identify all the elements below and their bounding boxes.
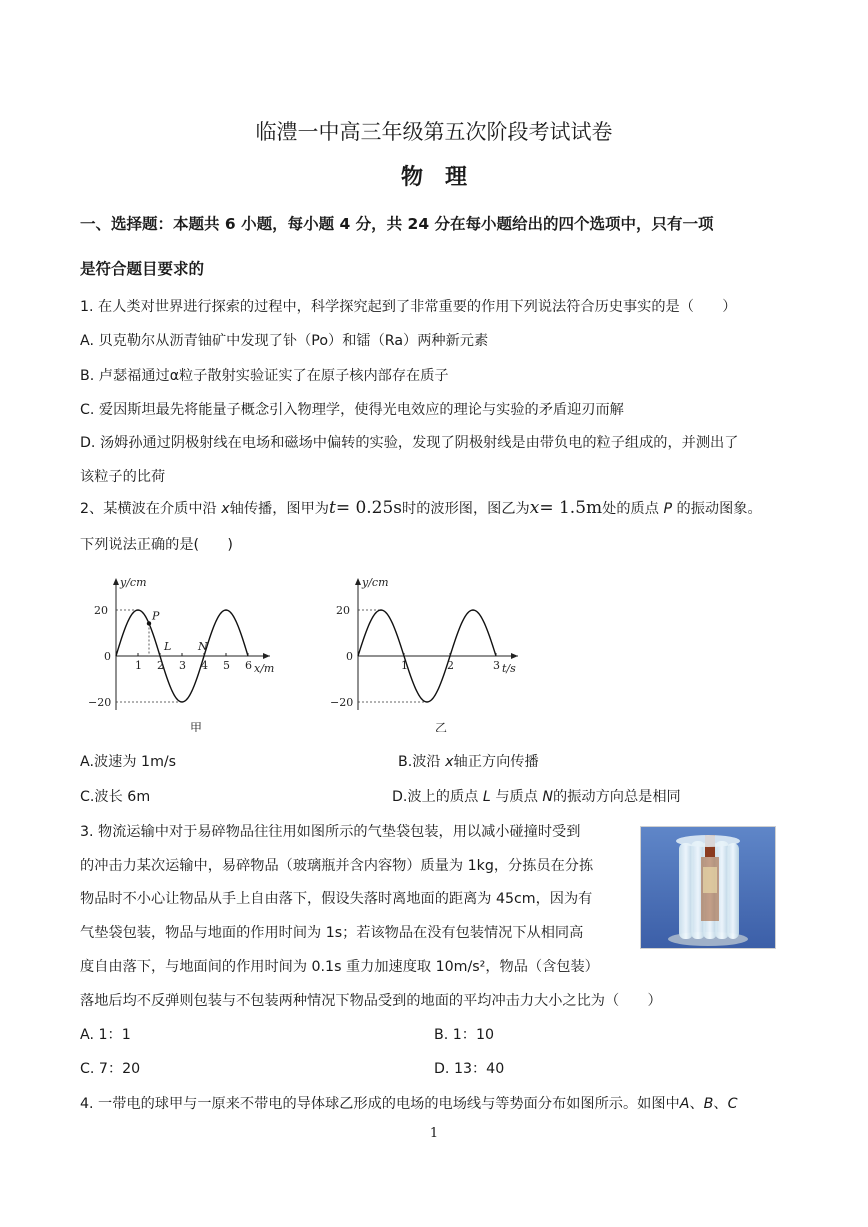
- q2-stem: [80, 498, 762, 518]
- q2-var-P: P: [663, 501, 672, 517]
- q2-d-text: D.波上的质点: [392, 789, 479, 805]
- q4-sep: 、: [689, 1096, 704, 1112]
- q2-text: 轴传播，图甲为: [229, 501, 329, 517]
- q3-option-a: A. 1：1: [80, 1027, 131, 1043]
- q2-option-d: [392, 786, 681, 806]
- q2-text: 时的波形图，图乙为: [402, 501, 530, 517]
- q1-option-c: C. 爱因斯坦最先将能量子概念引入物理学，使得光电效应的理论与实验的矛盾迎刃而解: [80, 402, 624, 418]
- q2-stem-cont: 下列说法正确的是( ): [80, 537, 233, 553]
- section-header: 一、选择题：本题共 6 小题，每小题 4 分，共 24 分在每小题给出的四个选项中，只有一项: [80, 215, 714, 233]
- q1-option-a: A. 贝克勒尔从沥青铀矿中发现了钋（Po）和镭（Ra）两种新元素: [80, 333, 489, 349]
- x-tick-label: 2: [157, 659, 164, 672]
- y-axis-label: y/cm: [120, 576, 147, 589]
- q4-stem: [80, 1093, 738, 1113]
- q3-option-c: C. 7：20: [80, 1061, 141, 1077]
- q3-line-4: 气垫袋包装，物品与地面的作用时间为 1s；若该物品在没有包装情况下从相同高: [80, 925, 584, 941]
- y-tick-label-top: 20: [94, 604, 108, 617]
- x-axis-arrow: [511, 653, 518, 659]
- q2-var-x: x: [221, 501, 230, 517]
- q3-line-5: 度自由落下，与地面间的作用时间为 0.1s 重力加速度取 10m/s²，物品（含包装）: [80, 959, 599, 975]
- q2-var-L: L: [482, 789, 491, 805]
- q3-line-3: 物品时不小心让物品从手上自由落下，假设失落时离地面的距离为 45cm，因为有: [80, 891, 593, 907]
- x-axis-arrow: [263, 653, 270, 659]
- q3-option-b: B. 1：10: [434, 1027, 495, 1043]
- q3-line-6: 落地后均不反弹则包装与不包装两种情况下物品受到的地面的平均冲击力大小之比为（ ）: [80, 993, 662, 1009]
- q2-var-t: t: [328, 498, 336, 518]
- q2-time-value: = 0.25s: [335, 498, 403, 518]
- point-p-dot: [147, 621, 151, 625]
- subject-title: 物理: [400, 164, 489, 190]
- q2-text: 2、某横波在介质中沿: [80, 501, 217, 517]
- y-tick-label-top: 20: [336, 604, 350, 617]
- q3-line-1: 3. 物流运输中对于易碎物品往往用如图所示的气垫袋包装，用以减小碰撞时受到: [80, 824, 581, 840]
- x-tick-label: 1: [401, 659, 408, 672]
- x-tick-label: 3: [179, 659, 186, 672]
- q4-sep: 、: [713, 1096, 728, 1112]
- graph-caption: 甲: [190, 721, 203, 732]
- y-tick-label-bottom: −20: [88, 696, 112, 709]
- origin-label: 0: [104, 650, 111, 663]
- x-tick-label: 2: [447, 659, 454, 672]
- y-axis-arrow: [113, 578, 119, 585]
- point-l-label: L: [164, 640, 172, 653]
- exam-title: 临澧一中高三年级第五次阶段考试试卷: [255, 120, 613, 144]
- q2-b-text: 轴正方向传播: [453, 754, 539, 770]
- x-axis-label: x/m: [254, 662, 275, 675]
- q2-option-b: [398, 751, 539, 771]
- page-number: 1: [429, 1126, 439, 1141]
- x-tick-label: 6: [245, 659, 252, 672]
- q4-text: 4. 一带电的球甲与一原来不带电的导体球乙形成的电场的电场线与等势面分布如图所示。如图中: [80, 1096, 680, 1112]
- x-tick-label: 5: [223, 659, 230, 672]
- x-tick-label: 4: [201, 659, 208, 672]
- q3-option-d: D. 13：40: [434, 1061, 505, 1077]
- q2-position-value: = 1.5m: [539, 498, 603, 518]
- q2-option-c: C.波长 6m: [80, 789, 151, 805]
- q1-stem: 1. 在人类对世界进行探索的过程中，科学探究起到了非常重要的作用下列说法符合历史事实的是（ ）: [80, 299, 737, 315]
- q1-option-b: B. 卢瑟福通过α粒子散射实验证实了在原子核内部存在质子: [80, 368, 449, 384]
- point-n-label: N: [198, 640, 208, 653]
- q2-text: 处的质点: [602, 501, 659, 517]
- x-tick-label: 3: [493, 659, 500, 672]
- y-tick-label-bottom: −20: [330, 696, 354, 709]
- q4-point-b: B: [703, 1096, 714, 1112]
- q2-var-x: x: [529, 498, 540, 518]
- q4-point-c: C: [727, 1096, 738, 1112]
- x-tick-label: 1: [135, 659, 142, 672]
- wave-graph-jia: [88, 572, 298, 732]
- q4-point-a: A: [679, 1096, 690, 1112]
- q2-d-text: 的振动方向总是相同: [553, 789, 681, 805]
- graph-caption: 乙: [435, 721, 448, 732]
- q3-line-2: 的冲击力某次运输中，易碎物品（玻璃瓶并含内容物）质量为 1kg，分拣员在分拣: [80, 858, 594, 874]
- y-axis-label: y/cm: [362, 576, 389, 589]
- x-axis-label: t/s: [502, 662, 516, 675]
- q2-b-text: B.波沿: [398, 754, 441, 770]
- q2-text: 的振动图象。: [676, 501, 762, 517]
- q2-option-a: A.波速为 1m/s: [80, 754, 177, 770]
- y-axis-arrow: [355, 578, 361, 585]
- q1-option-d: D. 汤姆孙通过阴极射线在电场和磁场中偏转的实验，发现了阴极射线是由带负电的粒子组成的，并测出了: [80, 435, 739, 451]
- q2-var-N: N: [542, 789, 554, 805]
- q2-d-text: 与质点: [495, 789, 538, 805]
- vibration-graph-yi: [330, 572, 540, 732]
- point-p-label: P: [152, 609, 160, 623]
- q1-option-d-cont: 该粒子的比荷: [80, 469, 166, 485]
- origin-label: 0: [346, 650, 353, 663]
- q2-var-x: x: [445, 754, 454, 770]
- section-header-cont: 是符合题目要求的: [80, 260, 205, 278]
- air-cushion-bag-photo: [640, 826, 776, 949]
